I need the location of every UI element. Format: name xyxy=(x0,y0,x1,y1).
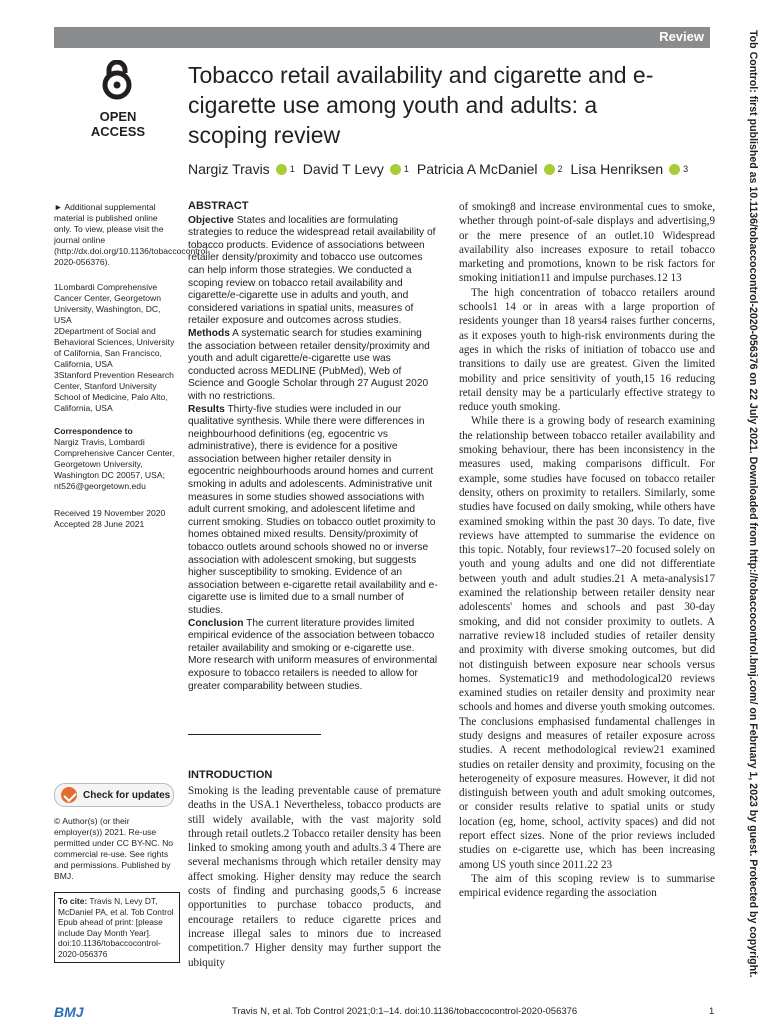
copyright-text: © Author(s) (or their employer(s)) 2021. Re-use permitted under CC BY-NC. No commercial re-use. See rights and permissions. Published by BMJ. xyxy=(54,816,174,881)
section-label: Review xyxy=(659,29,704,44)
section-banner xyxy=(54,27,710,48)
author-name: Patricia A McDaniel xyxy=(416,161,538,177)
cite-text: Travis N, Levy DT, McDaniel PA, et al. Tob Control Epub ahead of print: [please include Day Month Year]. doi:10.1136/tobaccocontrol-2020-056376 xyxy=(58,896,174,959)
article-title: Tobacco retail availability and cigarette and e-cigarette use among youth and adults: a scoping review xyxy=(188,62,654,148)
page-number: 1 xyxy=(709,1006,715,1017)
supplemental-text: ► Additional supplemental material is published online only. To view, please visit the journal online (http://dx.doi.org/10.1136/tobaccocontrol-2020-056376). xyxy=(54,202,211,267)
correspondence xyxy=(54,426,176,492)
check-for-updates-button[interactable] xyxy=(54,783,174,807)
objective-label: Objective xyxy=(188,214,234,226)
orcid-icon[interactable] xyxy=(544,164,555,175)
download-notice: Tob Control: first published as 10.1136/tobaccocontrol-2020-056376 on 22 July 2021. Downloaded from http://tobaccocontrol.bmj.com/ on February 1, 2023 by guest. Protected by copyright. xyxy=(747,30,759,978)
introduction-body xyxy=(188,784,441,970)
accepted-date: Accepted 28 June 2021 xyxy=(54,519,145,529)
affiliation-marker: 2 xyxy=(557,164,563,174)
paragraph: While there is a growing body of research examining the relationship between tobacco retailer availability and smoking behaviour, there has been inconsistency in the measures used, making comparisons difficult. For example, some studies have focused on tobacco retailer density, others on proximity to retailers. Similarly, some studies have focused on daily smoking, while others have examined smoking within the past 30 days. To date, five reviews have attempted to summarise the evidence on this topic. Notably, four reviews17–20 focused solely on youth and young adults and one did not differentiate between youth and adult studies.21 A meta-analysis17 examined the relationship between retailer density near adolescents' homes and schools and past 30-day smoking, and did not consider proximity to outlets. A narrative review18 included studies of retailer density and proximity with diverse smoking outcomes, but did not distinguish between exposure near schools versus homes. Systematic19 and methodological20 reviews examined studies on retailer density and proximity near schools and homes and diverse youth smoking outcomes. The conclusions emphasised fundamental challenges in study designs and measures of retailer exposure across studies. A recent methodological review21 examined studies on retailer density and proximity, focusing on the heterogeneity of exposure measures. However, it did not distinguish between youth and adult smoking outcomes, or consider results relative to spatial units or study location (eg, home, school, activity spaces) and did not report effect sizes. None of the prior reviews included studies on e-cigarette use, which has been increasing among US youth since 2011.22 23 xyxy=(459,415,715,871)
author-list xyxy=(188,161,708,177)
check-updates-label: Check for updates xyxy=(83,789,171,801)
orcid-icon[interactable] xyxy=(276,164,287,175)
orcid-icon[interactable] xyxy=(669,164,680,175)
introduction-heading: INTRODUCTION xyxy=(188,769,273,781)
author-name: Nargiz Travis xyxy=(188,161,270,177)
paragraph: The aim of this scoping review is to summarise empirical evidence regarding the association xyxy=(459,872,715,900)
results-label: Results xyxy=(188,403,225,415)
footer-citation: Travis N, et al. Tob Control 2021;0:1–14. doi:10.1136/tobaccocontrol-2020-056376 xyxy=(232,1006,578,1017)
dates xyxy=(54,508,176,530)
author-name: David T Levy xyxy=(302,161,384,177)
conclusion-label: Conclusion xyxy=(188,617,244,629)
affiliation-marker: 1 xyxy=(289,164,295,174)
paragraph: of smoking8 and increase environmental cues to smoke, whether through point-of-sale displays and advertising,9 or the mere presence of an outlet.10 Widespread availability also increases exposure to retail tobacco marketing and promotions, known to be risk factors for smoking initiation11 and impulse purchases.12 13 xyxy=(459,201,715,285)
open-access-icon xyxy=(96,60,138,102)
open-access-label: OPEN ACCESS xyxy=(90,109,146,139)
orcid-icon[interactable] xyxy=(390,164,401,175)
paragraph: The high concentration of tobacco retailers around schools1 14 or in areas with a large proportion of residents younger than 18 years4 raises further concerns, as it exposes youth to high-risk environments during the ages in which the risks of initiation of tobacco use and transitions to daily use are greatest. Given the limited mobility and price sensitivity of youth,15 16 reducing retail density may be a particularly effective strategy to reduce youth smoking. xyxy=(459,286,715,414)
author-name: Lisa Henriksen xyxy=(570,161,664,177)
affiliation-1: 1Lombardi Comprehensive Cancer Center, Georgetown University, Washington, DC, USA xyxy=(54,282,162,325)
correspondence-heading: Correspondence to xyxy=(54,426,133,436)
methods-label: Methods xyxy=(188,327,230,339)
check-updates-icon xyxy=(61,787,77,803)
divider xyxy=(188,734,321,735)
intro-paragraph: Smoking is the leading preventable cause of premature deaths in the USA.1 Nevertheless, tobacco products are still widely available, with the vast majority sold through retail outlets.2 Tobacco retailer density has been linked to smoking among youth and adults.3 4 There are several mechanisms through which retailer density may affect smoking. Higher density may reduce the search costs of finding and purchasing goods,5 6 increase opportunities to purchase tobacco products, and encourage retailers to reduce cigarette prices and increase illegal sales to minors due to increased competition.7 Higher density may further support the ubiquity xyxy=(188,785,441,969)
abstract xyxy=(188,200,438,693)
affiliation-2: 2Department of Social and Behavioral Sciences, University of California, San Francisco, California, USA xyxy=(54,326,175,369)
affiliation-marker: 3 xyxy=(683,164,689,174)
cite-box xyxy=(54,892,180,963)
affiliation-3: 3Stanford Prevention Research Center, Stanford University School of Medicine, Palo Alto, California, USA xyxy=(54,370,174,413)
conclusion-text: The current literature provides limited empirical evidence of the association between tobacco retailer availability and smoking or e-cigarette use. More research with uniform measures of environmental exposure to tobacco retailers is needed to allow for greater comparability between studies. xyxy=(188,617,438,692)
affiliations xyxy=(54,282,176,414)
copyright-note xyxy=(54,816,176,882)
correspondence-text: Nargiz Travis, Lombardi Comprehensive Cancer Center, Georgetown University, Washington DC 20057, USA; nt526@georgetown.edu xyxy=(54,437,175,491)
methods-text: A systematic search for studies examining the association between retailer density/proximity and youth and adult cigarette/e-cigarette use was conducted across MEDLINE (PubMed), Web of Science and Google Scholar through 27 August 2020 with no restrictions. xyxy=(188,327,430,402)
received-date: Received 19 November 2020 xyxy=(54,508,166,518)
abstract-heading: ABSTRACT xyxy=(188,200,249,212)
cite-label: To cite: xyxy=(58,896,88,906)
affiliation-marker: 1 xyxy=(403,164,409,174)
download-notice-strip xyxy=(744,26,764,1016)
right-column xyxy=(459,200,715,901)
bmj-logo: BMJ xyxy=(54,1004,84,1020)
objective-text: States and localities are formulating strategies to reduce the widespread retail availability of tobacco products. Evidence of associations between retailer density/proximity and tobacco use outcomes can help inform those strategies. We conducted a scoping review on tobacco retail availability and cigarette/e-cigarette use in adults and youth, and considered variations in spatial units, measures of retailer exposure and outcomes across studies. xyxy=(188,214,436,327)
results-text: Thirty-five studies were included in our qualitative synthesis. While there were differences in neighbourhood definitions (eg, egocentric vs administrative), there is evidence for a positive association between higher retailer density in egocentric neighbourhoods around homes and current smoking in adults and adolescents. Administrative unit measures in some studies showed associations with adult current smoking, and adolescent lifetime and current smoking. Studies on tobacco outlet proximity to homes obtained mixed results. Density/proximity of tobacco outlets around schools showed no or inverse association with adolescent smoking, but suggests higher susceptibility to smoking. Evidence of an association between e-cigarette retail availability and e-cigarette use is limited due to a small number of studies. xyxy=(188,403,438,616)
